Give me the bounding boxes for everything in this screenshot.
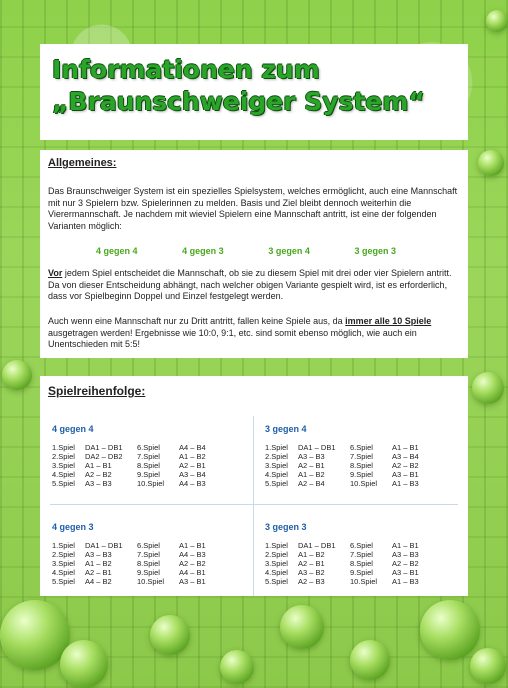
game-pairing: A3 – B1 <box>179 577 206 586</box>
game-pairing: A4 – B1 <box>179 568 206 577</box>
game-pairing: A2 – B1 <box>298 461 325 470</box>
game-pairing: DA1 – DB1 <box>298 443 336 452</box>
game-name: 5.Spiel <box>52 479 75 488</box>
game-pairing: A1 – B2 <box>298 470 325 479</box>
game-pairing: A4 – B4 <box>179 443 206 452</box>
game-name: 4.Spiel <box>52 568 75 577</box>
game-pairing: A2 – B1 <box>179 461 206 470</box>
game-pairing: A3 – B1 <box>392 470 419 479</box>
game-name: 4.Spiel <box>52 470 75 479</box>
game-name: 3.Spiel <box>265 559 288 568</box>
variants-list <box>96 246 396 258</box>
game-pairing: A1 – B3 <box>392 577 419 586</box>
game-pairing: A1 – B2 <box>85 559 112 568</box>
game-pairing: A2 – B2 <box>392 559 419 568</box>
general-heading: Allgemeines: <box>48 157 117 169</box>
variant-4-gegen-3: 4 gegen 3 <box>182 246 224 256</box>
game-name: 5.Spiel <box>265 479 288 488</box>
game-name: 7.Spiel <box>137 452 160 461</box>
paragraph-3-pre: Auch wenn eine Mannschaft nur zu Dritt antritt, fallen keine Spiele aus, da <box>48 316 346 326</box>
game-pairing: A3 – B3 <box>85 550 112 559</box>
game-name: 2.Spiel <box>52 452 75 461</box>
game-name: 3.Spiel <box>265 461 288 470</box>
game-pairs-6-10 <box>392 443 442 488</box>
variant-3-gegen-4: 3 gegen 4 <box>268 246 310 256</box>
game-pairing: DA1 – DB1 <box>85 443 123 452</box>
game-name: 4.Spiel <box>265 568 288 577</box>
game-names-6-10 <box>137 541 179 586</box>
game-name: 6.Spiel <box>137 443 160 452</box>
paragraph-3-post: ausgetragen werden! Ergebnisse wie 10:0, 9:1, etc. sind somit ebenso möglich, wie auch ein Unentschieden mit 5:5! <box>48 327 417 349</box>
decor-bubble <box>350 640 390 680</box>
game-name: 6.Spiel <box>350 541 373 550</box>
game-name: 9.Spiel <box>350 568 373 577</box>
game-pairing: A2 – B1 <box>298 559 325 568</box>
game-list <box>265 541 455 586</box>
general-paragraph-1: Das Braunschweiger System ist ein spezielles Spielsystem, welches ermöglicht, auch eine Mannschaft mit nur 3 Spielern bzw. Spielerinnen zu melden. Basis und Ziel bleibt dennoch weiterhin die Vierermannschaft. Je nachdem mit wieviel Spielern eine Mannschaft antritt, ist eine der folgenden Varianten möglich: <box>48 186 458 231</box>
game-pairing: A4 – B3 <box>179 550 206 559</box>
decor-bubble <box>470 648 506 684</box>
game-name: 4.Spiel <box>265 470 288 479</box>
title-panel <box>40 44 468 140</box>
game-order-heading: Spielreihenfolge: <box>48 384 146 398</box>
block-title: 4 gegen 4 <box>52 424 94 434</box>
game-name: 10.Spiel <box>350 577 378 586</box>
game-pairing: A1 – B1 <box>85 461 112 470</box>
paragraph-2-text: jedem Spiel entscheidet die Mannschaft, ob sie zu diesem Spiel mit drei oder vier Spielern antritt. Da von dieser Entscheidung abhängt, nach welcher obigen Variante gespielt wird, ist es erforderlich, dass vor Spielbeginn Doppel und Einzel festgelegt werden. <box>48 268 452 301</box>
game-list <box>265 443 455 488</box>
game-name: 9.Spiel <box>137 470 160 479</box>
game-name: 6.Spiel <box>350 443 373 452</box>
game-pairing: A2 – B4 <box>298 479 325 488</box>
game-pairing: A2 – B2 <box>85 470 112 479</box>
divider-vertical <box>253 416 254 596</box>
page-title <box>52 54 425 118</box>
game-name: 8.Spiel <box>350 559 373 568</box>
emphasis-all-games: immer alle 10 Spiele <box>345 316 432 326</box>
game-pairs-1-5 <box>298 443 350 488</box>
variant-3-gegen-3: 3 gegen 3 <box>354 246 396 256</box>
game-pairing: DA1 – DB1 <box>85 541 123 550</box>
game-pairing: DA2 – DB2 <box>85 452 123 461</box>
title-line-1: Informationen zum <box>52 55 320 84</box>
decor-bubble <box>2 360 32 390</box>
game-name: 10.Spiel <box>137 479 165 488</box>
emphasis-vor: Vor <box>48 268 63 278</box>
decor-bubble <box>60 640 108 688</box>
block-title: 4 gegen 3 <box>52 522 94 532</box>
game-name: 10.Spiel <box>350 479 378 488</box>
variant-4-gegen-4: 4 gegen 4 <box>96 246 138 256</box>
game-pairs-1-5 <box>298 541 350 586</box>
game-name: 5.Spiel <box>265 577 288 586</box>
block-4-gegen-3 <box>52 522 242 586</box>
game-name: 3.Spiel <box>52 559 75 568</box>
game-pairs-6-10 <box>179 443 229 488</box>
game-name: 1.Spiel <box>265 443 288 452</box>
game-names-6-10 <box>350 541 392 586</box>
game-name: 2.Spiel <box>265 550 288 559</box>
general-paragraph-3 <box>48 316 458 351</box>
game-list <box>52 541 242 586</box>
game-names-1-5 <box>265 443 298 488</box>
decor-bubble <box>420 600 480 660</box>
game-pairing: A3 – B1 <box>392 568 419 577</box>
game-name: 8.Spiel <box>137 559 160 568</box>
game-name: 1.Spiel <box>52 443 75 452</box>
game-pairing: A2 – B1 <box>85 568 112 577</box>
block-4-gegen-4 <box>52 424 242 488</box>
game-name: 7.Spiel <box>350 550 373 559</box>
block-title: 3 gegen 3 <box>265 522 307 532</box>
game-name: 1.Spiel <box>52 541 75 550</box>
game-names-1-5 <box>265 541 298 586</box>
block-3-gegen-4 <box>265 424 455 488</box>
game-names-1-5 <box>52 443 85 488</box>
game-pairing: A4 – B2 <box>85 577 112 586</box>
decor-bubble <box>150 615 190 655</box>
game-name: 7.Spiel <box>350 452 373 461</box>
game-pairing: DA1 – DB1 <box>298 541 336 550</box>
game-names-6-10 <box>137 443 179 488</box>
divider-horizontal <box>50 504 458 505</box>
game-pairing: A3 – B2 <box>298 568 325 577</box>
game-pairing: A1 – B3 <box>392 479 419 488</box>
block-title: 3 gegen 4 <box>265 424 307 434</box>
general-paragraph-2 <box>48 268 458 303</box>
game-order-section <box>40 376 468 596</box>
game-pairing: A4 – B3 <box>179 479 206 488</box>
game-name: 5.Spiel <box>52 577 75 586</box>
title-line-2: „Braunschweiger System“ <box>52 87 425 116</box>
game-name: 1.Spiel <box>265 541 288 550</box>
game-names-6-10 <box>350 443 392 488</box>
game-name: 7.Spiel <box>137 550 160 559</box>
block-3-gegen-3 <box>265 522 455 586</box>
game-pairing: A1 – B1 <box>179 541 206 550</box>
game-pairs-6-10 <box>392 541 442 586</box>
game-name: 6.Spiel <box>137 541 160 550</box>
game-pairing: A3 – B3 <box>392 550 419 559</box>
decor-bubble <box>478 150 504 176</box>
game-name: 9.Spiel <box>350 470 373 479</box>
game-pairing: A2 – B2 <box>392 461 419 470</box>
decor-bubble <box>486 10 508 32</box>
game-names-1-5 <box>52 541 85 586</box>
general-section <box>40 150 468 358</box>
game-name: 8.Spiel <box>350 461 373 470</box>
game-pairing: A3 – B3 <box>298 452 325 461</box>
game-name: 3.Spiel <box>52 461 75 470</box>
game-pairs-1-5 <box>85 541 137 586</box>
game-name: 8.Spiel <box>137 461 160 470</box>
game-name: 9.Spiel <box>137 568 160 577</box>
game-name: 10.Spiel <box>137 577 165 586</box>
decor-bubble <box>280 605 324 649</box>
decor-bubble <box>472 372 504 404</box>
game-pairing: A3 – B4 <box>392 452 419 461</box>
game-pairing: A3 – B3 <box>85 479 112 488</box>
game-pairing: A1 – B1 <box>392 541 419 550</box>
game-pairing: A1 – B2 <box>298 550 325 559</box>
game-pairing: A2 – B3 <box>298 577 325 586</box>
game-pairing: A3 – B4 <box>179 470 206 479</box>
game-pairing: A2 – B2 <box>179 559 206 568</box>
game-name: 2.Spiel <box>265 452 288 461</box>
game-list <box>52 443 242 488</box>
game-pairing: A1 – B2 <box>179 452 206 461</box>
decor-bubble <box>220 650 254 684</box>
game-pairs-1-5 <box>85 443 137 488</box>
game-name: 2.Spiel <box>52 550 75 559</box>
game-pairs-6-10 <box>179 541 229 586</box>
game-pairing: A1 – B1 <box>392 443 419 452</box>
